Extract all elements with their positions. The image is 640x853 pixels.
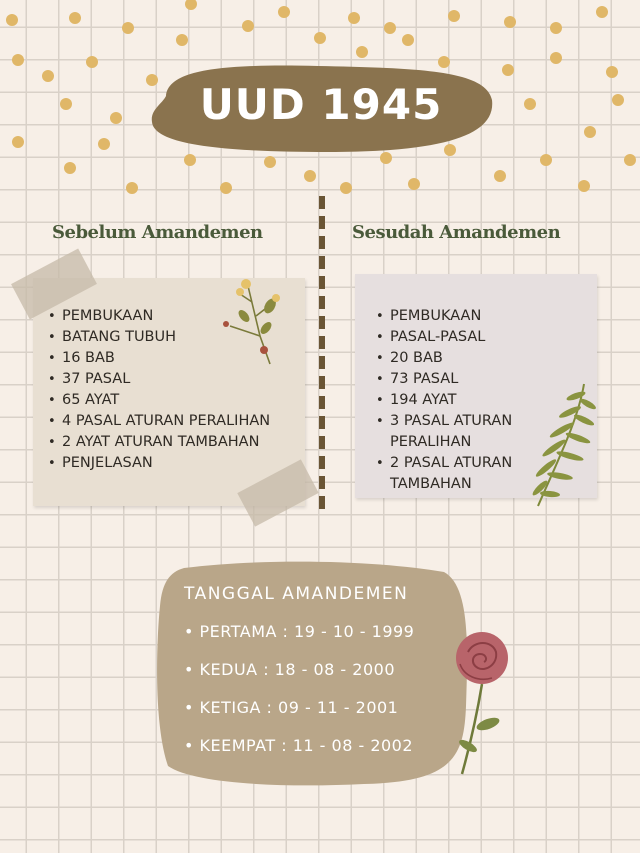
date-item: • PERTAMA : 19 - 10 - 1999 — [184, 620, 414, 658]
list-item: • 20 BAB — [376, 348, 512, 369]
fern-leaf-icon — [528, 380, 598, 510]
dashed-divider — [319, 196, 325, 516]
date-item: • KEDUA : 18 - 08 - 2000 — [184, 658, 414, 696]
date-item: • KEEMPAT : 11 - 08 - 2002 — [184, 734, 414, 772]
list-item: • 37 PASAL — [48, 369, 270, 390]
list-item: • PASAL-PASAL — [376, 327, 512, 348]
list-item: • PEMBUKAAN — [48, 306, 270, 327]
after-heading: Sesudah Amandemen — [352, 222, 561, 243]
list-item: • 2 AYAT ATURAN TAMBAHAN — [48, 432, 270, 453]
dates-heading: TANGGAL AMANDEMEN — [184, 584, 409, 604]
list-item: • PEMBUKAAN — [376, 306, 512, 327]
date-item: • KETIGA : 09 - 11 - 2001 — [184, 696, 414, 734]
list-item-continuation: TAMBAHAN — [390, 476, 472, 492]
list-item: • 16 BAB — [48, 348, 270, 369]
list-item: • 194 AYAT — [376, 390, 512, 411]
page-title: UUD 1945 — [199, 80, 443, 129]
rose-icon — [448, 628, 518, 778]
list-item: • BATANG TUBUH — [48, 327, 270, 348]
list-item: • 65 AYAT — [48, 390, 270, 411]
before-list — [48, 306, 270, 474]
list-item-continuation: PERALIHAN — [390, 434, 472, 450]
list-item: • 3 PASAL ATURAN — [376, 411, 512, 432]
list-item: • 2 PASAL ATURAN — [376, 453, 512, 474]
after-list — [376, 306, 512, 495]
dates-list — [184, 620, 414, 772]
list-item: • PENJELASAN — [48, 453, 270, 474]
list-item: • 4 PASAL ATURAN PERALIHAN — [48, 411, 270, 432]
list-item: • 73 PASAL — [376, 369, 512, 390]
before-heading: Sebelum Amandemen — [52, 222, 263, 243]
